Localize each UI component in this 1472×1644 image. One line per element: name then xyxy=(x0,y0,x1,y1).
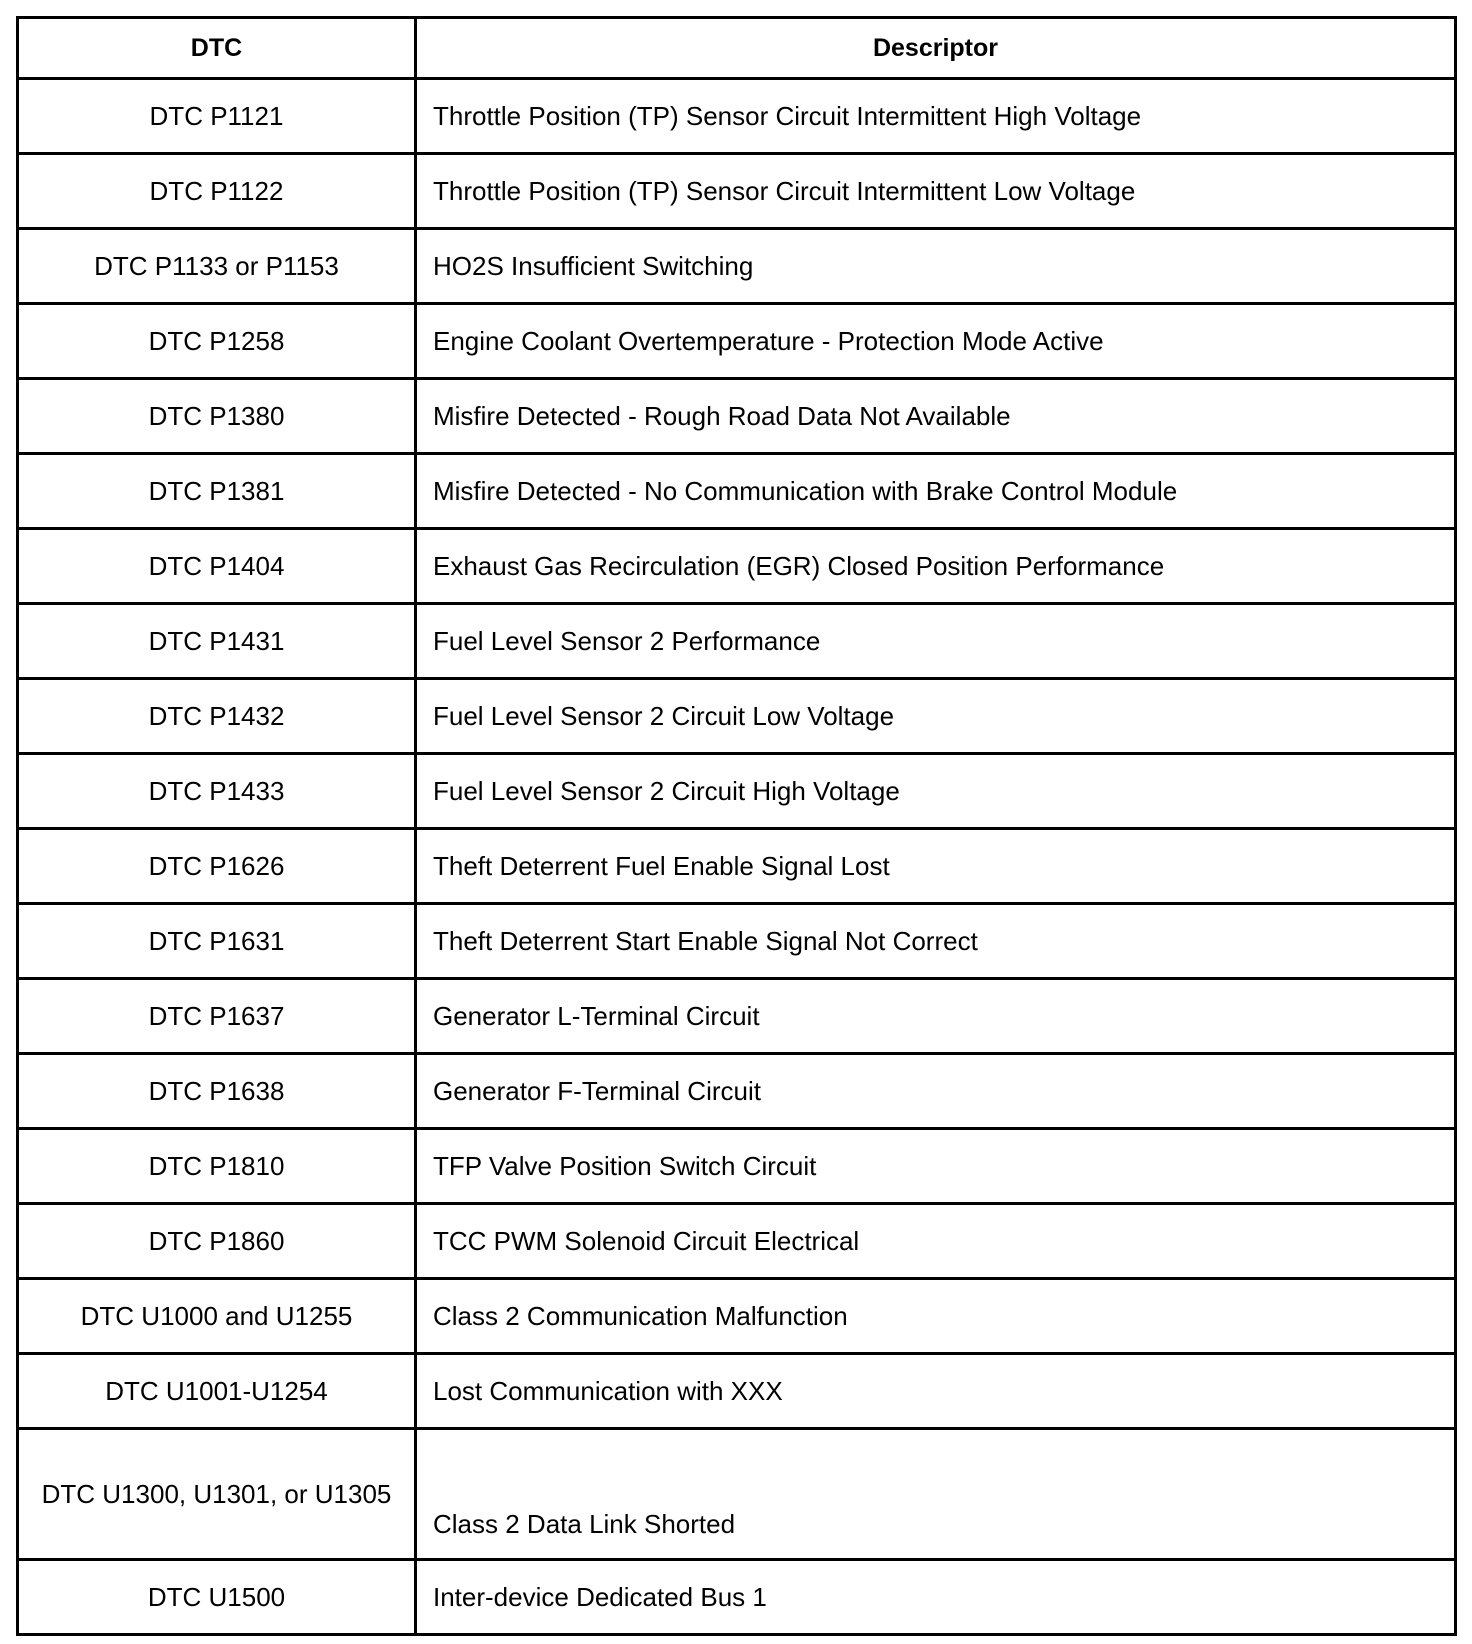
table-row xyxy=(18,1129,1456,1204)
table-row xyxy=(18,154,1456,229)
dtc-code-cell: DTC P1133 or P1153 xyxy=(18,229,416,304)
dtc-code-cell: DTC P1433 xyxy=(18,754,416,829)
descriptor-cell: Exhaust Gas Recirculation (EGR) Closed Position Performance xyxy=(416,529,1456,604)
descriptor-cell: Throttle Position (TP) Sensor Circuit Intermittent High Voltage xyxy=(416,79,1456,154)
descriptor-cell: Engine Coolant Overtemperature - Protection Mode Active xyxy=(416,304,1456,379)
table-header-row xyxy=(18,18,1456,79)
table-row xyxy=(18,1354,1456,1429)
dtc-code-cell: DTC P1122 xyxy=(18,154,416,229)
table-row xyxy=(18,379,1456,454)
descriptor-cell: Fuel Level Sensor 2 Performance xyxy=(416,604,1456,679)
table-row xyxy=(18,454,1456,529)
table-row xyxy=(18,1204,1456,1279)
table-row xyxy=(18,1279,1456,1354)
table-row xyxy=(18,1560,1456,1635)
descriptor-cell: Class 2 Data Link Shorted xyxy=(416,1429,1456,1560)
descriptor-cell: Misfire Detected - Rough Road Data Not Available xyxy=(416,379,1456,454)
dtc-code-cell: DTC P1258 xyxy=(18,304,416,379)
dtc-code-cell: DTC P1626 xyxy=(18,829,416,904)
descriptor-cell: Fuel Level Sensor 2 Circuit Low Voltage xyxy=(416,679,1456,754)
column-header-dtc: DTC xyxy=(18,18,416,79)
table-row xyxy=(18,529,1456,604)
dtc-table xyxy=(16,16,1457,1636)
dtc-code-cell: DTC P1404 xyxy=(18,529,416,604)
table-row xyxy=(18,79,1456,154)
table-row xyxy=(18,979,1456,1054)
dtc-code-cell: DTC U1300, U1301, or U1305 xyxy=(18,1429,416,1560)
dtc-code-cell: DTC P1432 xyxy=(18,679,416,754)
dtc-code-cell: DTC P1631 xyxy=(18,904,416,979)
table-row xyxy=(18,679,1456,754)
table-row xyxy=(18,304,1456,379)
table-row xyxy=(18,604,1456,679)
dtc-code-cell: DTC U1000 and U1255 xyxy=(18,1279,416,1354)
dtc-code-cell: DTC P1381 xyxy=(18,454,416,529)
descriptor-cell: Misfire Detected - No Communication with Brake Control Module xyxy=(416,454,1456,529)
descriptor-cell: Lost Communication with XXX xyxy=(416,1354,1456,1429)
dtc-code-cell: DTC U1001-U1254 xyxy=(18,1354,416,1429)
dtc-code-cell: DTC P1431 xyxy=(18,604,416,679)
column-header-descriptor: Descriptor xyxy=(416,18,1456,79)
dtc-code-cell: DTC U1500 xyxy=(18,1560,416,1635)
dtc-code-cell: DTC P1638 xyxy=(18,1054,416,1129)
table-row xyxy=(18,1054,1456,1129)
descriptor-cell: Throttle Position (TP) Sensor Circuit Intermittent Low Voltage xyxy=(416,154,1456,229)
table-row xyxy=(18,829,1456,904)
dtc-code-cell: DTC P1860 xyxy=(18,1204,416,1279)
descriptor-cell: TFP Valve Position Switch Circuit xyxy=(416,1129,1456,1204)
descriptor-cell: Theft Deterrent Fuel Enable Signal Lost xyxy=(416,829,1456,904)
dtc-code-cell: DTC P1380 xyxy=(18,379,416,454)
table-row xyxy=(18,1429,1456,1560)
descriptor-cell: Class 2 Communication Malfunction xyxy=(416,1279,1456,1354)
descriptor-cell: Generator F-Terminal Circuit xyxy=(416,1054,1456,1129)
dtc-code-cell: DTC P1637 xyxy=(18,979,416,1054)
descriptor-cell: HO2S Insufficient Switching xyxy=(416,229,1456,304)
dtc-table-container xyxy=(16,16,1454,1636)
descriptor-cell: TCC PWM Solenoid Circuit Electrical xyxy=(416,1204,1456,1279)
table-row xyxy=(18,754,1456,829)
descriptor-cell: Theft Deterrent Start Enable Signal Not Correct xyxy=(416,904,1456,979)
descriptor-cell: Inter-device Dedicated Bus 1 xyxy=(416,1560,1456,1635)
table-row xyxy=(18,904,1456,979)
dtc-code-cell: DTC P1810 xyxy=(18,1129,416,1204)
table-row xyxy=(18,229,1456,304)
dtc-code-cell: DTC P1121 xyxy=(18,79,416,154)
descriptor-cell: Fuel Level Sensor 2 Circuit High Voltage xyxy=(416,754,1456,829)
descriptor-cell: Generator L-Terminal Circuit xyxy=(416,979,1456,1054)
